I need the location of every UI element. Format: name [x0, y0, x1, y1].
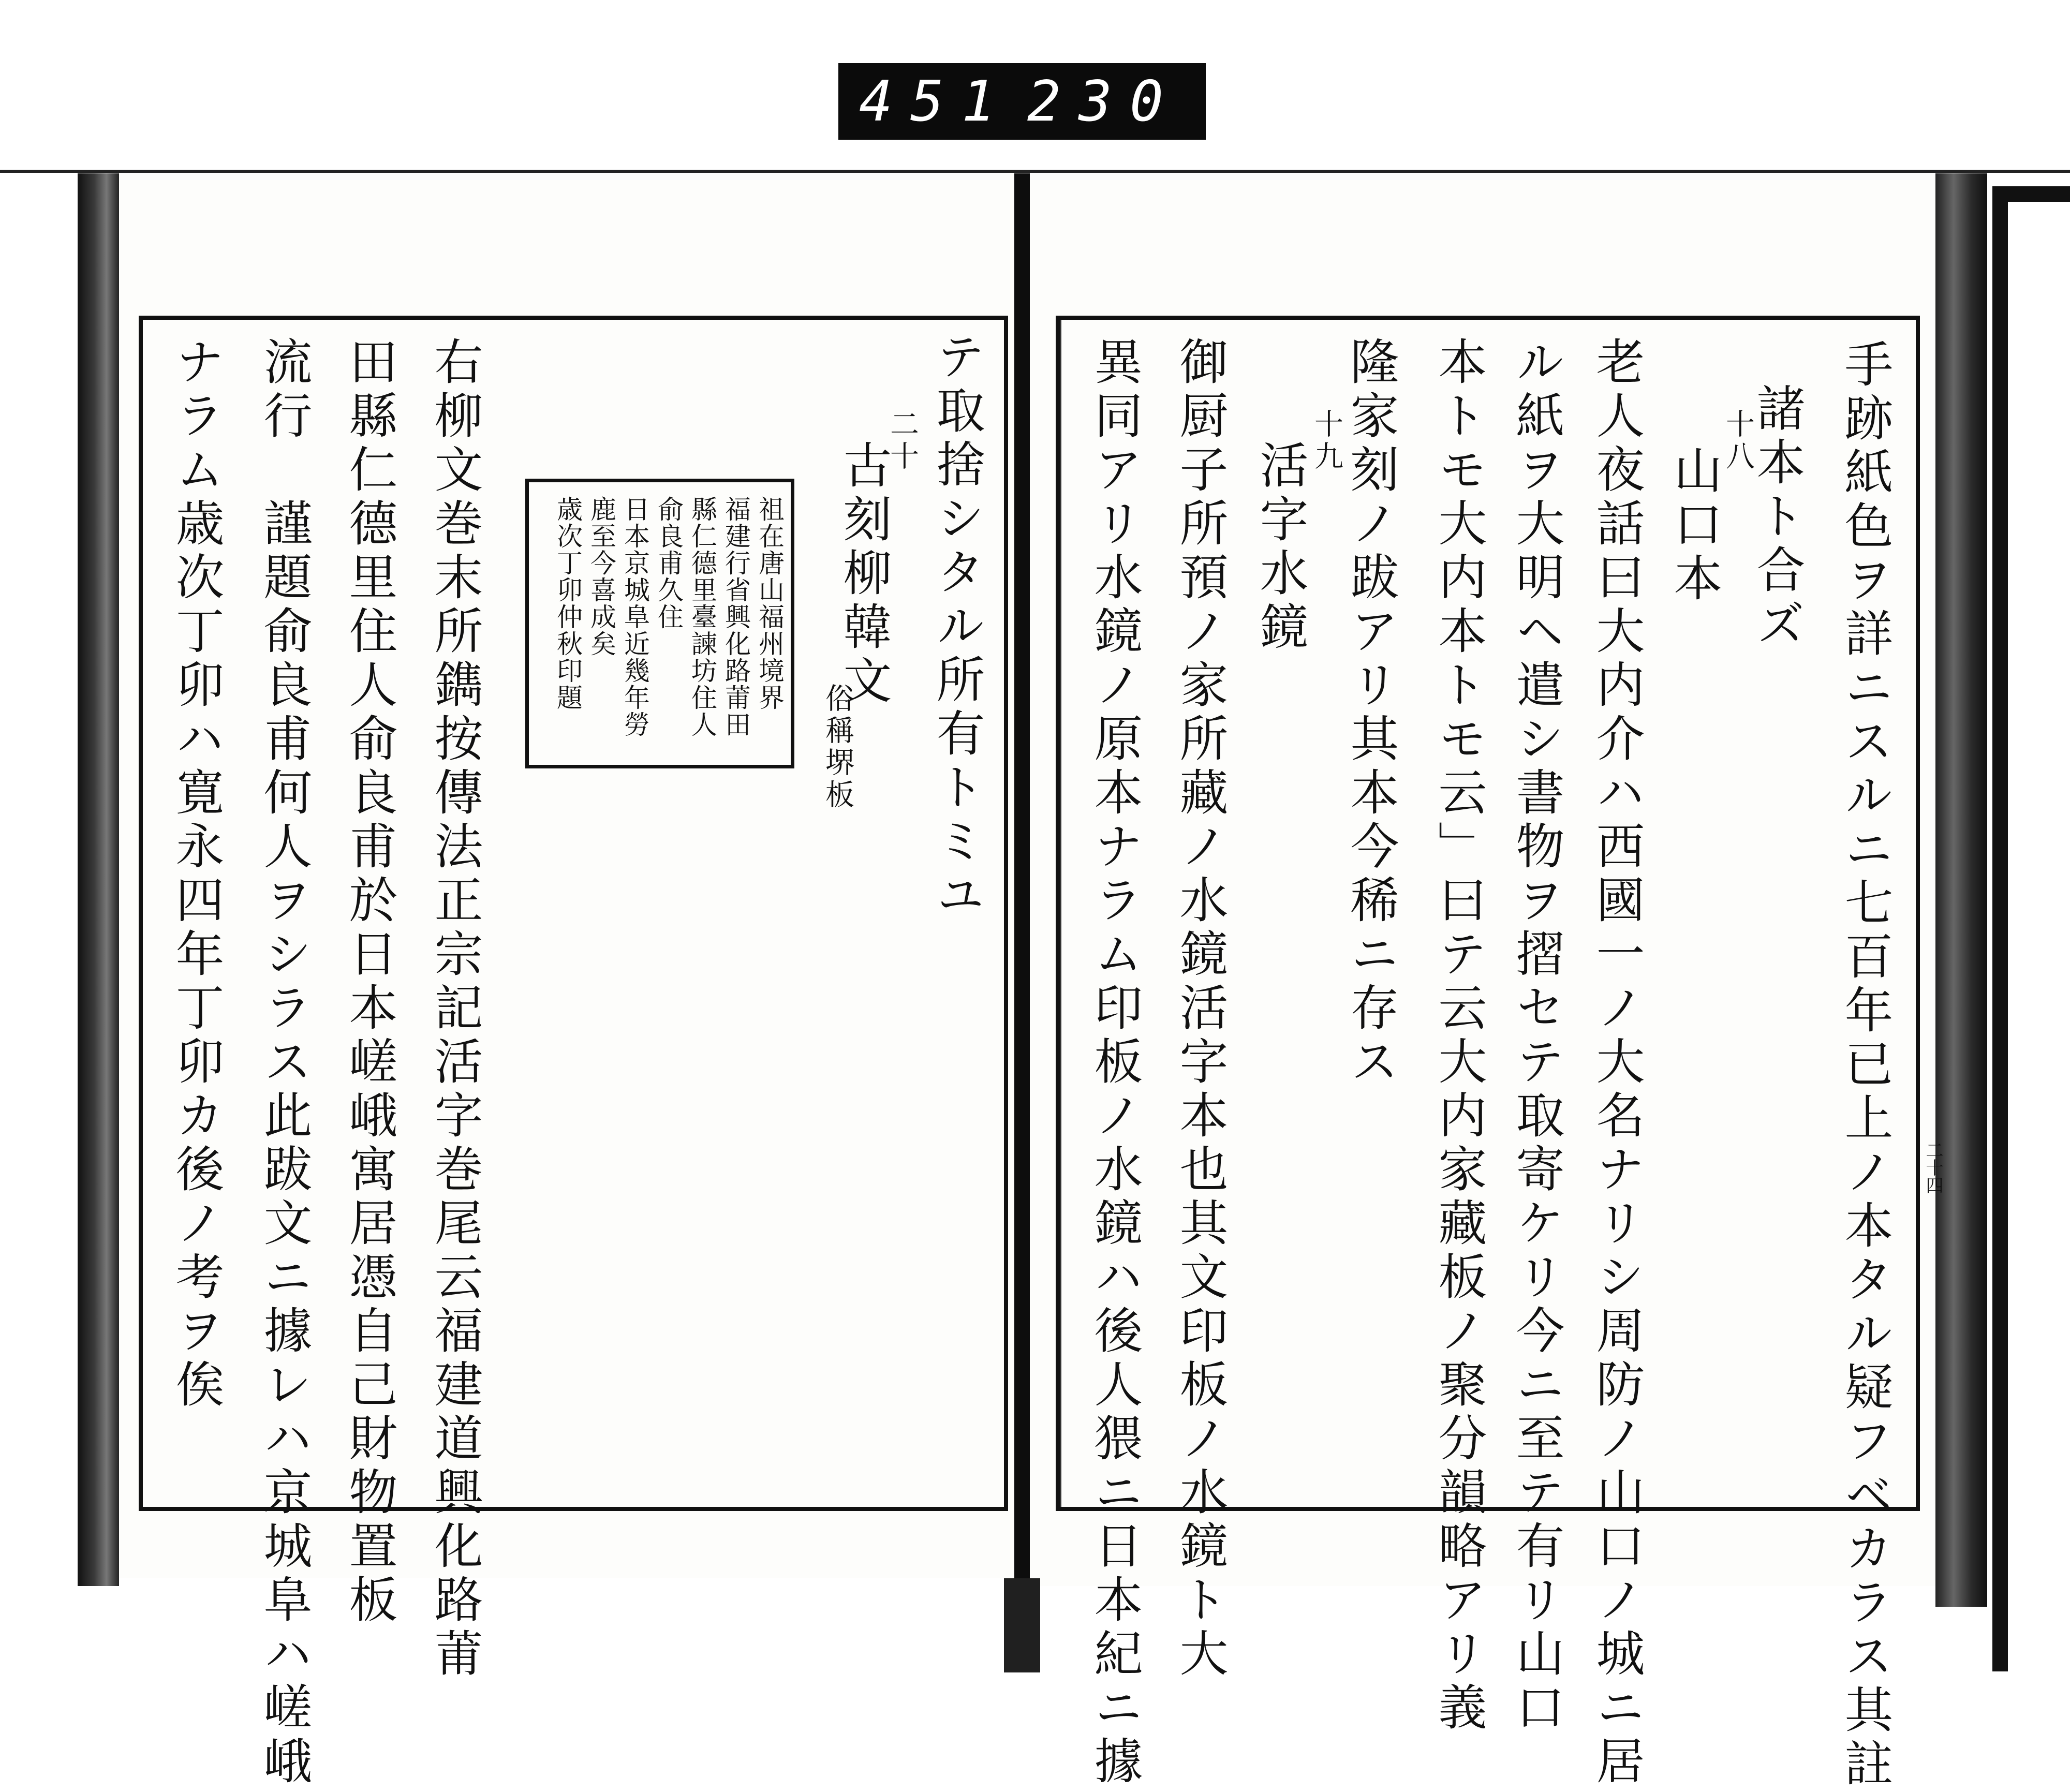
right-col-7: 隆家刻ノ跋アリ其本今稀ニ存ス	[1342, 336, 1398, 1090]
seal-col-3: 縣仁德里臺諫坊住人	[687, 496, 717, 738]
left-col-3: 右柳文巻末所鐫按傳法正宗記活字巻尾云福建道興化路莆	[426, 336, 482, 1682]
right-col-6: 本トモ大内本トモ云」曰テ云大内家藏板ノ聚分韻略アリ義	[1430, 336, 1486, 1736]
right-col-10: 異同アリ水鏡ノ原本ナラム印板ノ水鏡ハ後人猥ニ日本紀ニ據	[1086, 336, 1142, 1789]
right-col-5: ル紙ヲ大明ヘ遣シ書物ヲ摺セテ取寄ケリ今ニ至テ有リ山口	[1507, 336, 1564, 1736]
left-col-6: ナラム歳次丁卯ハ寛永四年丁卯カ後ノ考ヲ俟	[167, 336, 224, 1413]
right-col-2: 諸本ト合ズ	[1748, 383, 1805, 652]
left-book-edge	[78, 173, 119, 1586]
page-folio: 二十四	[1923, 1141, 1943, 1194]
book-gutter-foot	[1004, 1578, 1040, 1672]
seal-col-6: 鹿至今喜成矣	[586, 496, 616, 657]
left-col-2: 古刻柳韓文	[835, 440, 891, 709]
right-col-8-note: 十九	[1310, 409, 1343, 473]
right-col-4: 老人夜話曰大内介ハ西國一ノ大名ナリシ周防ノ山口ノ城ニ居	[1588, 336, 1644, 1789]
right-edge-bar	[1992, 202, 2008, 1671]
top-rule	[0, 170, 2070, 173]
seal-col-2: 福建行省興化路莆田	[721, 496, 751, 738]
left-col-1: テ取捨シタル所有トミユ	[928, 331, 984, 923]
seal-col-5: 日本京城阜近幾年勞	[620, 496, 650, 738]
colophon-seal-box	[525, 479, 794, 768]
right-book-edge	[1935, 173, 1987, 1607]
right-col-9: 御厨子所預ノ家所藏ノ水鏡活字本也其文印板ノ水鏡ト大	[1171, 336, 1228, 1682]
left-col-2-sub: 俗稱堺板	[821, 683, 854, 811]
left-col-4: 田縣仁德里住人俞良甫於日本嵯峨寓居憑自己財物置板	[341, 336, 397, 1628]
seal-col-4: 俞良甫久住	[654, 496, 684, 630]
film-label-right: 230	[1027, 69, 1181, 134]
right-edge-clip	[1992, 186, 2070, 202]
seal-col-7: 歳次丁卯仲秋印題	[553, 496, 583, 711]
left-col-5: 流行 謹題俞良甫何人ヲシラス此跋文ニ據レハ京城阜ハ嵯峨	[255, 336, 312, 1789]
left-col-2-note: 二十	[885, 409, 919, 473]
seal-col-1: 祖在唐山福州境界	[755, 496, 785, 711]
book-gutter	[1014, 173, 1030, 1672]
film-label-left: 451	[859, 69, 1013, 134]
right-col-3-note: 十八	[1721, 409, 1755, 473]
right-col-1: 手跡紙色ヲ詳ニスルニ七百年已上ノ本タル疑フベカラス其註	[1836, 339, 1892, 1792]
right-col-3: 山口本	[1665, 445, 1722, 606]
film-frame-label	[838, 63, 1206, 140]
right-col-8: 活字水鏡	[1251, 440, 1308, 655]
